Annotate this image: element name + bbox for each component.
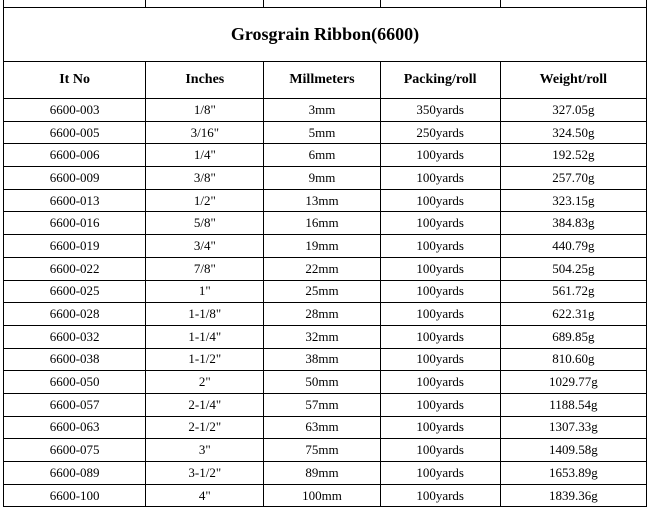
header-row <box>4 62 647 99</box>
cell-weight-roll: 1409.58g <box>500 439 646 462</box>
cell-it-no: 6600-057 <box>4 393 146 416</box>
cell-it-no: 6600-089 <box>4 462 146 485</box>
cell-it-no: 6600-003 <box>4 99 146 122</box>
cell-packing-roll: 100yards <box>380 144 500 167</box>
cell-packing-roll: 100yards <box>380 439 500 462</box>
cell-millimeters: 100mm <box>264 484 380 507</box>
table-row <box>4 257 647 280</box>
cell-weight-roll: 1307.33g <box>500 416 646 439</box>
cell-inches: 1-1/8" <box>146 303 264 326</box>
cell-it-no: 6600-050 <box>4 371 146 394</box>
cell-packing-roll: 100yards <box>380 235 500 258</box>
cell-weight-roll: 1839.36g <box>500 484 646 507</box>
cell-millimeters: 16mm <box>264 212 380 235</box>
cell-millimeters: 19mm <box>264 235 380 258</box>
cell-inches: 3-1/2" <box>146 462 264 485</box>
cell-it-no: 6600-038 <box>4 348 146 371</box>
table-row <box>4 484 647 507</box>
cell-inches: 1/4" <box>146 144 264 167</box>
spec-sheet <box>3 0 647 515</box>
table-row <box>4 189 647 212</box>
cell-inches: 1/8" <box>146 99 264 122</box>
cell-inches: 3/8" <box>146 167 264 190</box>
table-row <box>4 212 647 235</box>
cell-packing-roll: 100yards <box>380 325 500 348</box>
cell-millimeters: 3mm <box>264 99 380 122</box>
cell-millimeters: 22mm <box>264 257 380 280</box>
cell-inches: 3/4" <box>146 235 264 258</box>
table-row <box>4 416 647 439</box>
top-gridline-row <box>4 0 647 8</box>
table-row <box>4 371 647 394</box>
grid-cell <box>264 0 380 8</box>
cell-packing-roll: 100yards <box>380 167 500 190</box>
column-header-millimeters: Millmeters <box>264 62 380 99</box>
cell-packing-roll: 100yards <box>380 462 500 485</box>
table-row <box>4 144 647 167</box>
cell-millimeters: 32mm <box>264 325 380 348</box>
cell-inches: 3/16" <box>146 121 264 144</box>
cell-it-no: 6600-005 <box>4 121 146 144</box>
grid-cell <box>146 0 264 8</box>
cell-millimeters: 38mm <box>264 348 380 371</box>
cell-millimeters: 63mm <box>264 416 380 439</box>
cell-millimeters: 57mm <box>264 393 380 416</box>
table-row <box>4 99 647 122</box>
cell-it-no: 6600-028 <box>4 303 146 326</box>
cell-weight-roll: 1029.77g <box>500 371 646 394</box>
cell-weight-roll: 810.60g <box>500 348 646 371</box>
cell-weight-roll: 504.25g <box>500 257 646 280</box>
cell-millimeters: 28mm <box>264 303 380 326</box>
cell-it-no: 6600-032 <box>4 325 146 348</box>
ribbon-spec-table <box>3 0 647 507</box>
table-row <box>4 393 647 416</box>
cell-it-no: 6600-025 <box>4 280 146 303</box>
cell-packing-roll: 100yards <box>380 212 500 235</box>
cell-inches: 1/2" <box>146 189 264 212</box>
cell-weight-roll: 440.79g <box>500 235 646 258</box>
table-row <box>4 439 647 462</box>
cell-inches: 1-1/4" <box>146 325 264 348</box>
cell-millimeters: 6mm <box>264 144 380 167</box>
table-row <box>4 325 647 348</box>
cell-it-no: 6600-016 <box>4 212 146 235</box>
cell-inches: 1" <box>146 280 264 303</box>
cell-packing-roll: 350yards <box>380 99 500 122</box>
cell-packing-roll: 100yards <box>380 303 500 326</box>
table-row <box>4 235 647 258</box>
cell-packing-roll: 100yards <box>380 416 500 439</box>
cell-weight-roll: 561.72g <box>500 280 646 303</box>
cell-it-no: 6600-009 <box>4 167 146 190</box>
cell-millimeters: 89mm <box>264 462 380 485</box>
cell-weight-roll: 1188.54g <box>500 393 646 416</box>
grid-cell <box>4 0 146 8</box>
cell-weight-roll: 323.15g <box>500 189 646 212</box>
cell-packing-roll: 250yards <box>380 121 500 144</box>
table-row <box>4 303 647 326</box>
cell-weight-roll: 192.52g <box>500 144 646 167</box>
cell-it-no: 6600-075 <box>4 439 146 462</box>
column-header-inches: Inches <box>146 62 264 99</box>
cell-inches: 2" <box>146 371 264 394</box>
table-title: Grosgrain Ribbon(6600) <box>4 8 647 62</box>
cell-weight-roll: 384.83g <box>500 212 646 235</box>
cell-packing-roll: 100yards <box>380 393 500 416</box>
cell-inches: 2-1/4" <box>146 393 264 416</box>
cell-weight-roll: 257.70g <box>500 167 646 190</box>
cell-millimeters: 13mm <box>264 189 380 212</box>
cell-packing-roll: 100yards <box>380 484 500 507</box>
cell-inches: 3" <box>146 439 264 462</box>
cell-it-no: 6600-100 <box>4 484 146 507</box>
cell-weight-roll: 324.50g <box>500 121 646 144</box>
grid-cell <box>500 0 646 8</box>
grid-cell <box>380 0 500 8</box>
cell-it-no: 6600-006 <box>4 144 146 167</box>
cell-millimeters: 9mm <box>264 167 380 190</box>
table-row <box>4 348 647 371</box>
cell-packing-roll: 100yards <box>380 371 500 394</box>
cell-millimeters: 75mm <box>264 439 380 462</box>
cell-inches: 2-1/2" <box>146 416 264 439</box>
column-header-packing-roll: Packing/roll <box>380 62 500 99</box>
cell-inches: 5/8" <box>146 212 264 235</box>
cell-packing-roll: 100yards <box>380 280 500 303</box>
cell-weight-roll: 689.85g <box>500 325 646 348</box>
cell-millimeters: 25mm <box>264 280 380 303</box>
cell-packing-roll: 100yards <box>380 257 500 280</box>
cell-millimeters: 50mm <box>264 371 380 394</box>
cell-it-no: 6600-063 <box>4 416 146 439</box>
cell-weight-roll: 1653.89g <box>500 462 646 485</box>
cell-inches: 1-1/2" <box>146 348 264 371</box>
table-row <box>4 280 647 303</box>
title-row <box>4 8 647 62</box>
cell-it-no: 6600-019 <box>4 235 146 258</box>
table-row <box>4 167 647 190</box>
column-header-it-no: It No <box>4 62 146 99</box>
cell-inches: 4" <box>146 484 264 507</box>
table-row <box>4 121 647 144</box>
cell-it-no: 6600-013 <box>4 189 146 212</box>
cell-packing-roll: 100yards <box>380 348 500 371</box>
table-row <box>4 462 647 485</box>
cell-it-no: 6600-022 <box>4 257 146 280</box>
cell-inches: 7/8" <box>146 257 264 280</box>
column-header-weight-roll: Weight/roll <box>500 62 646 99</box>
cell-weight-roll: 622.31g <box>500 303 646 326</box>
cell-weight-roll: 327.05g <box>500 99 646 122</box>
cell-millimeters: 5mm <box>264 121 380 144</box>
cell-packing-roll: 100yards <box>380 189 500 212</box>
